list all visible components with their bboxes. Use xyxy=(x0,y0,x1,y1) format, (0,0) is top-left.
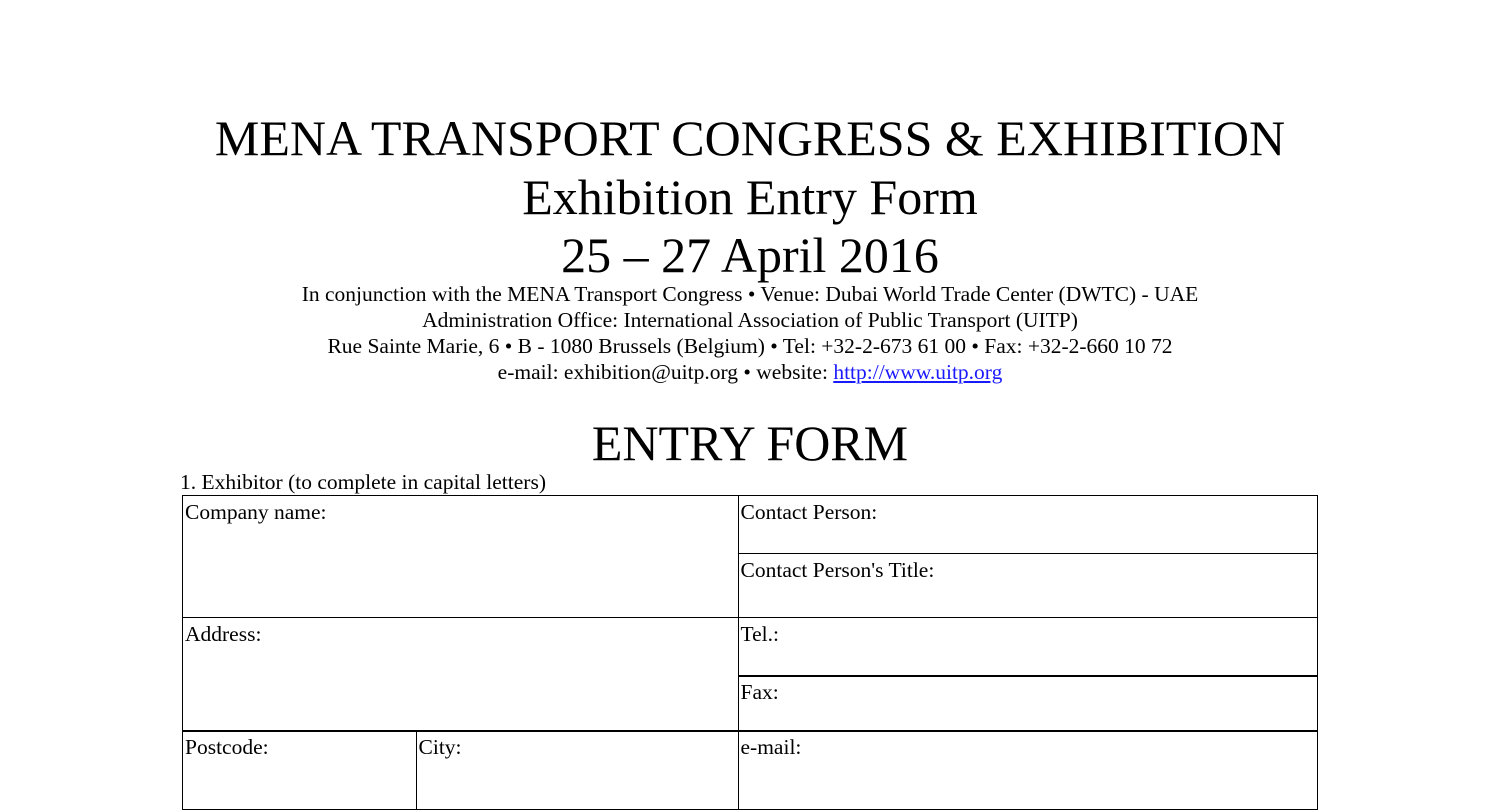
address-contact-info: Rue Sainte Marie, 6 • B - 1080 Brussels (Belgium) • Tel: +32-2-673 61 00 • Fax: +32-2-660 10 72 xyxy=(327,334,1173,358)
city-field[interactable]: City: xyxy=(416,730,740,810)
email-field[interactable]: e-mail: xyxy=(738,730,1319,810)
venue-info: In conjunction with the MENA Transport Congress • Venue: Dubai World Trade Center (DWTC) - UAE xyxy=(301,282,1199,306)
fax-field[interactable]: Fax: xyxy=(738,675,1319,732)
form-title: Exhibition Entry Form xyxy=(522,169,978,225)
entry-form-heading: ENTRY FORM xyxy=(591,415,909,471)
company-name-field[interactable]: Company name: xyxy=(182,495,739,618)
admin-office-info: Administration Office: International Association of Public Transport (UITP) xyxy=(422,308,1078,332)
postcode-field[interactable]: Postcode: xyxy=(182,730,417,810)
contact-person-title-field[interactable]: Contact Person's Title: xyxy=(738,553,1319,619)
exhibitor-form-table xyxy=(182,495,1318,795)
tel-field[interactable]: Tel.: xyxy=(738,617,1319,677)
email-website-info xyxy=(0,362,1500,384)
website-link[interactable]: http://www.uitp.org xyxy=(833,360,1003,384)
contact-person-field[interactable]: Contact Person: xyxy=(738,495,1319,554)
event-dates: 25 – 27 April 2016 xyxy=(561,227,939,283)
event-title: MENA TRANSPORT CONGRESS & EXHIBITION xyxy=(214,110,1286,166)
address-field[interactable]: Address: xyxy=(182,617,739,732)
section-1-label: 1. Exhibitor (to complete in capital letters) xyxy=(180,470,546,494)
email-website-text: e-mail: exhibition@uitp.org • website: xyxy=(497,360,834,384)
